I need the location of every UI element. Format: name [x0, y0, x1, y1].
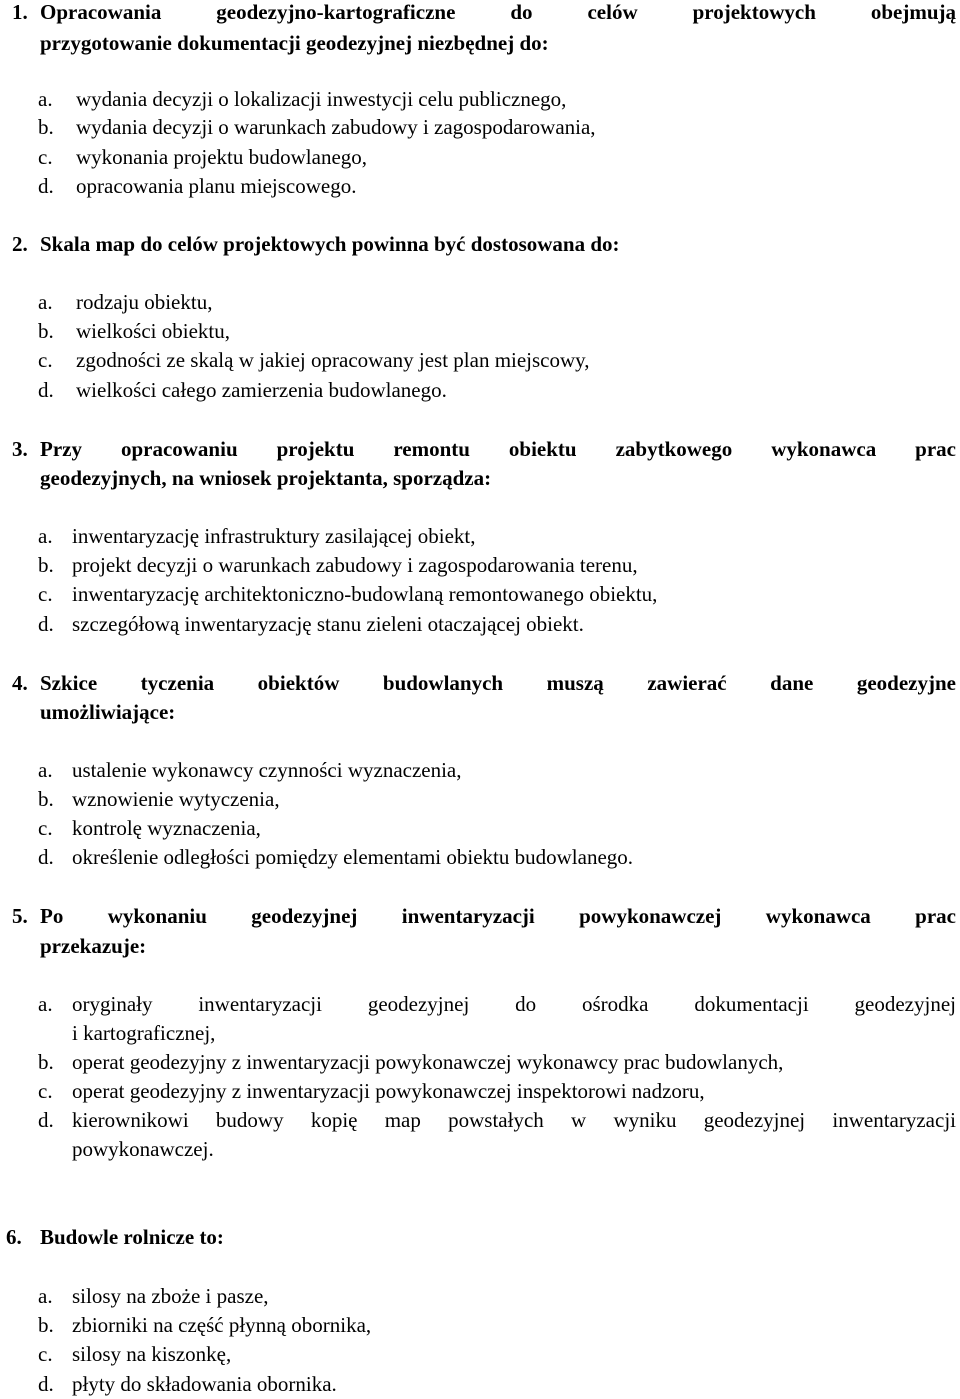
option-letter: b. [38, 319, 54, 343]
option-letter: b. [38, 787, 54, 811]
option-letter: c. [38, 145, 53, 169]
question-number: 4. [12, 671, 28, 695]
question-text: Budowle rolnicze to: [40, 1225, 224, 1249]
option-letter: a. [38, 524, 53, 548]
option-text: i kartograficznej, [72, 1021, 216, 1045]
option-text: wielkości całego zamierzenia budowlanego. [76, 378, 447, 402]
option-letter: c. [38, 1079, 53, 1103]
question-number: 2. [12, 232, 28, 256]
option-text: wielkości obiektu, [76, 319, 230, 343]
option-text: ustalenie wykonawcy czynności wyznaczenia, [72, 758, 462, 782]
question-number: 6. [6, 1225, 22, 1249]
question-text: geodezyjnych, na wniosek projektanta, sporządza: [40, 466, 492, 490]
option-text: zbiorniki na część płynną obornika, [72, 1313, 372, 1337]
option-letter: a. [38, 87, 53, 111]
option-letter: c. [38, 1342, 53, 1366]
question-text: Przy opracowaniu projektu remontu obiektu zabytkowego wykonawca prac [40, 437, 956, 461]
option-letter: c. [38, 816, 53, 840]
question-number: 3. [12, 437, 28, 461]
option-letter: b. [38, 553, 54, 577]
option-letter: d. [38, 845, 54, 869]
question-text: przygotowanie dokumentacji geodezyjnej niezbędnej do: [40, 31, 549, 55]
option-text: inwentaryzację infrastruktury zasilającej obiekt, [72, 524, 476, 548]
option-letter: a. [38, 1284, 53, 1308]
option-text: szczegółową inwentaryzację stanu zieleni otaczającej obiekt. [72, 612, 584, 636]
option-text: wydania decyzji o lokalizacji inwestycji celu publicznego, [76, 87, 567, 111]
question-text: Skala map do celów projektowych powinna być dostosowana do: [40, 232, 620, 256]
option-letter: c. [38, 582, 53, 606]
option-letter: a. [38, 290, 53, 314]
option-text: kontrolę wyznaczenia, [72, 816, 261, 840]
option-letter: c. [38, 348, 53, 372]
option-text: zgodności ze skalą w jakiej opracowany jest plan miejscowy, [76, 348, 590, 372]
option-letter: a. [38, 758, 53, 782]
option-text: płyty do składowania obornika. [72, 1372, 337, 1396]
question-number: 1. [12, 0, 28, 24]
option-text: wykonania projektu budowlanego, [76, 145, 368, 169]
option-letter: a. [38, 992, 53, 1016]
question-text: Opracowania geodezyjno-kartograficzne do celów projektowych obejmują [40, 0, 956, 24]
question-text: Po wykonaniu geodezyjnej inwentaryzacji powykonawczej wykonawca prac [40, 904, 956, 928]
option-text: projekt decyzji o warunkach zabudowy i zagospodarowania terenu, [72, 553, 638, 577]
option-letter: b. [38, 1313, 54, 1337]
option-text: kierownikowi budowy kopię map powstałych w wyniku geodezyjnej inwentaryzacji [72, 1108, 956, 1132]
option-text: wydania decyzji o warunkach zabudowy i zagospodarowania, [76, 115, 596, 139]
option-text: oryginały inwentaryzacji geodezyjnej do ośrodka dokumentacji geodezyjnej [72, 992, 956, 1016]
option-letter: d. [38, 174, 54, 198]
option-text: silosy na kiszonkę, [72, 1342, 232, 1366]
option-text: powykonawczej. [72, 1137, 214, 1161]
option-letter: b. [38, 1050, 54, 1074]
option-text: operat geodezyjny z inwentaryzacji powykonawczej inspektorowi nadzoru, [72, 1079, 705, 1103]
option-letter: d. [38, 612, 54, 636]
option-letter: d. [38, 378, 54, 402]
option-text: inwentaryzację architektoniczno-budowlaną remontowanego obiektu, [72, 582, 658, 606]
option-text: silosy na zboże i pasze, [72, 1284, 269, 1308]
option-text: określenie odległości pomiędzy elementami obiektu budowlanego. [72, 845, 634, 869]
question-text: przekazuje: [40, 934, 147, 958]
option-text: wznowienie wytyczenia, [72, 787, 280, 811]
option-text: rodzaju obiektu, [76, 290, 213, 314]
option-letter: b. [38, 115, 54, 139]
option-text: operat geodezyjny z inwentaryzacji powykonawczej wykonawcy prac budowlanych, [72, 1050, 784, 1074]
option-letter: d. [38, 1372, 54, 1396]
option-letter: d. [38, 1108, 54, 1132]
question-text: Szkice tyczenia obiektów budowlanych muszą zawierać dane geodezyjne [40, 671, 956, 695]
question-number: 5. [12, 904, 28, 928]
question-text: umożliwiające: [40, 700, 176, 724]
option-text: opracowania planu miejscowego. [76, 174, 357, 198]
